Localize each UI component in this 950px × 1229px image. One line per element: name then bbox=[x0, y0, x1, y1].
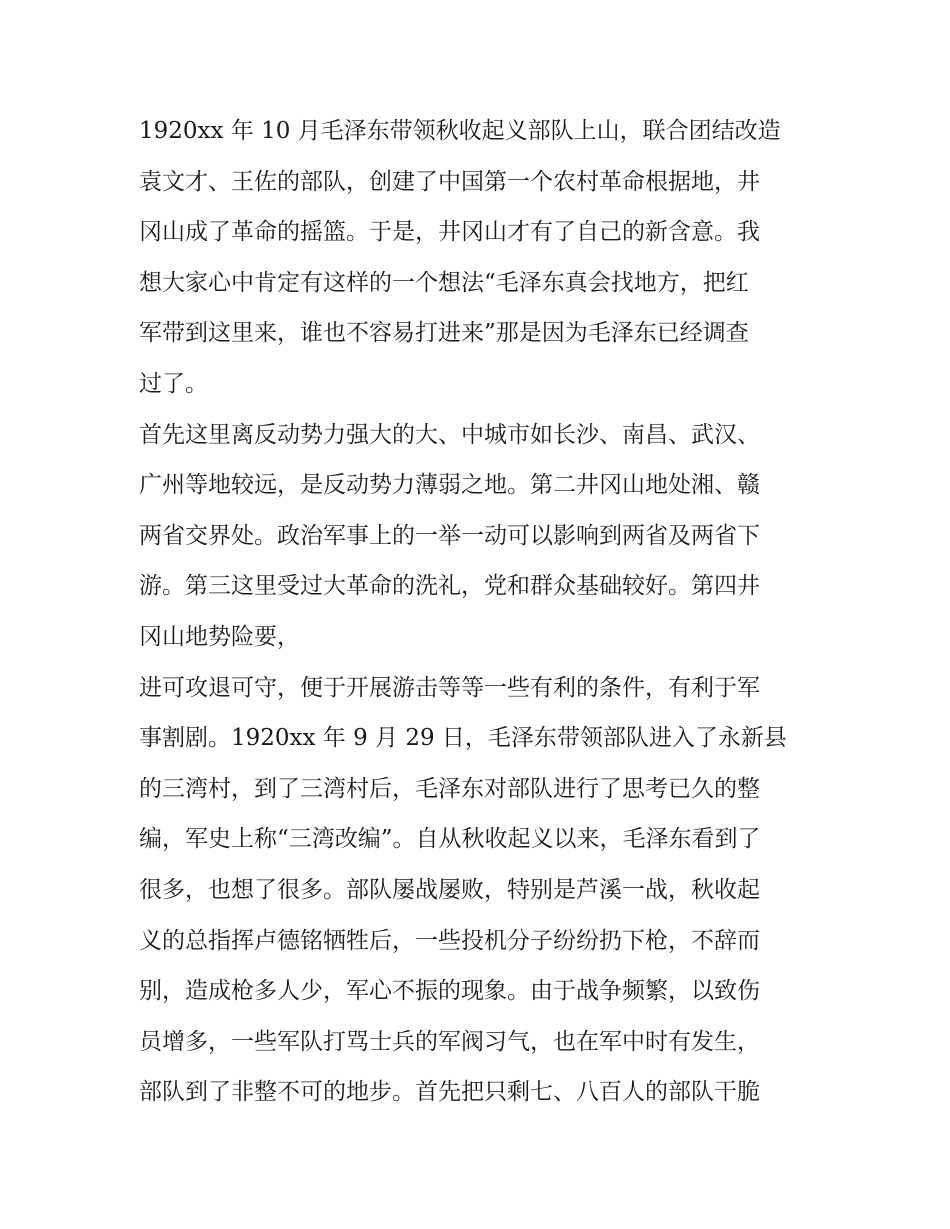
text-line: 广州等地较远，是反动势力薄弱之地。第二井冈山地处湘、赣 bbox=[139, 472, 760, 499]
text-line: 冈山成了革命的摇篮。于是，井冈山才有了自己的新含意。我 bbox=[139, 219, 760, 246]
text-line: 编，军史上称“三湾改编”。自从秋收起义以来，毛泽东看到了 bbox=[139, 826, 761, 853]
text-line: 冈山地势险要， bbox=[139, 623, 300, 650]
text-line: 两省交界处。政治军事上的一举一动可以影响到两省及两省下 bbox=[139, 522, 760, 549]
text-line: 进可攻退可守，便于开展游击等等一些有利的条件，有利于军 bbox=[139, 674, 760, 701]
text-line: 袁文才、王佐的部队，创建了中国第一个农村革命根据地，井 bbox=[139, 168, 760, 195]
text-line: 义的总指挥卢德铭牺牲后，一些投机分子纷纷扔下枪，不辞而 bbox=[139, 927, 760, 954]
text-line: 过了。 bbox=[139, 370, 208, 397]
text-line: 军带到这里来，谁也不容易打进来”那是因为毛泽东已经调查 bbox=[139, 320, 749, 347]
body-text bbox=[139, 106, 819, 1118]
text-line: 游。第三这里受过大革命的洗礼，党和群众基础较好。第四井 bbox=[139, 573, 760, 600]
text-line: 想大家心中肯定有这样的一个想法“毛泽东真会找地方，把红 bbox=[139, 269, 749, 296]
text-line: 员增多，一些军队打骂士兵的军阀习气，也在军中时有发生， bbox=[139, 1028, 760, 1055]
text-line: 首先这里离反动势力强大的大、中城市如长沙、南昌、武汉、 bbox=[139, 421, 760, 448]
text-line: 事割剧。1920xx 年 9 月 29 日，毛泽东带领部队进入了永新县 bbox=[139, 725, 787, 752]
text-line: 部队到了非整不可的地步。首先把只剩七、八百人的部队干脆 bbox=[139, 1079, 760, 1106]
text-line: 的三湾村，到了三湾村后，毛泽东对部队进行了思考已久的整 bbox=[139, 775, 760, 802]
text-line: 别，造成枪多人少，军心不振的现象。由于战争频繁，以致伤 bbox=[139, 978, 760, 1005]
text-line: 很多，也想了很多。部队屡战屡败，特别是芦溪一战，秋收起 bbox=[139, 876, 760, 903]
text-line: 1920xx 年 10 月毛泽东带领秋收起义部队上山，联合团结改造 bbox=[139, 118, 781, 144]
